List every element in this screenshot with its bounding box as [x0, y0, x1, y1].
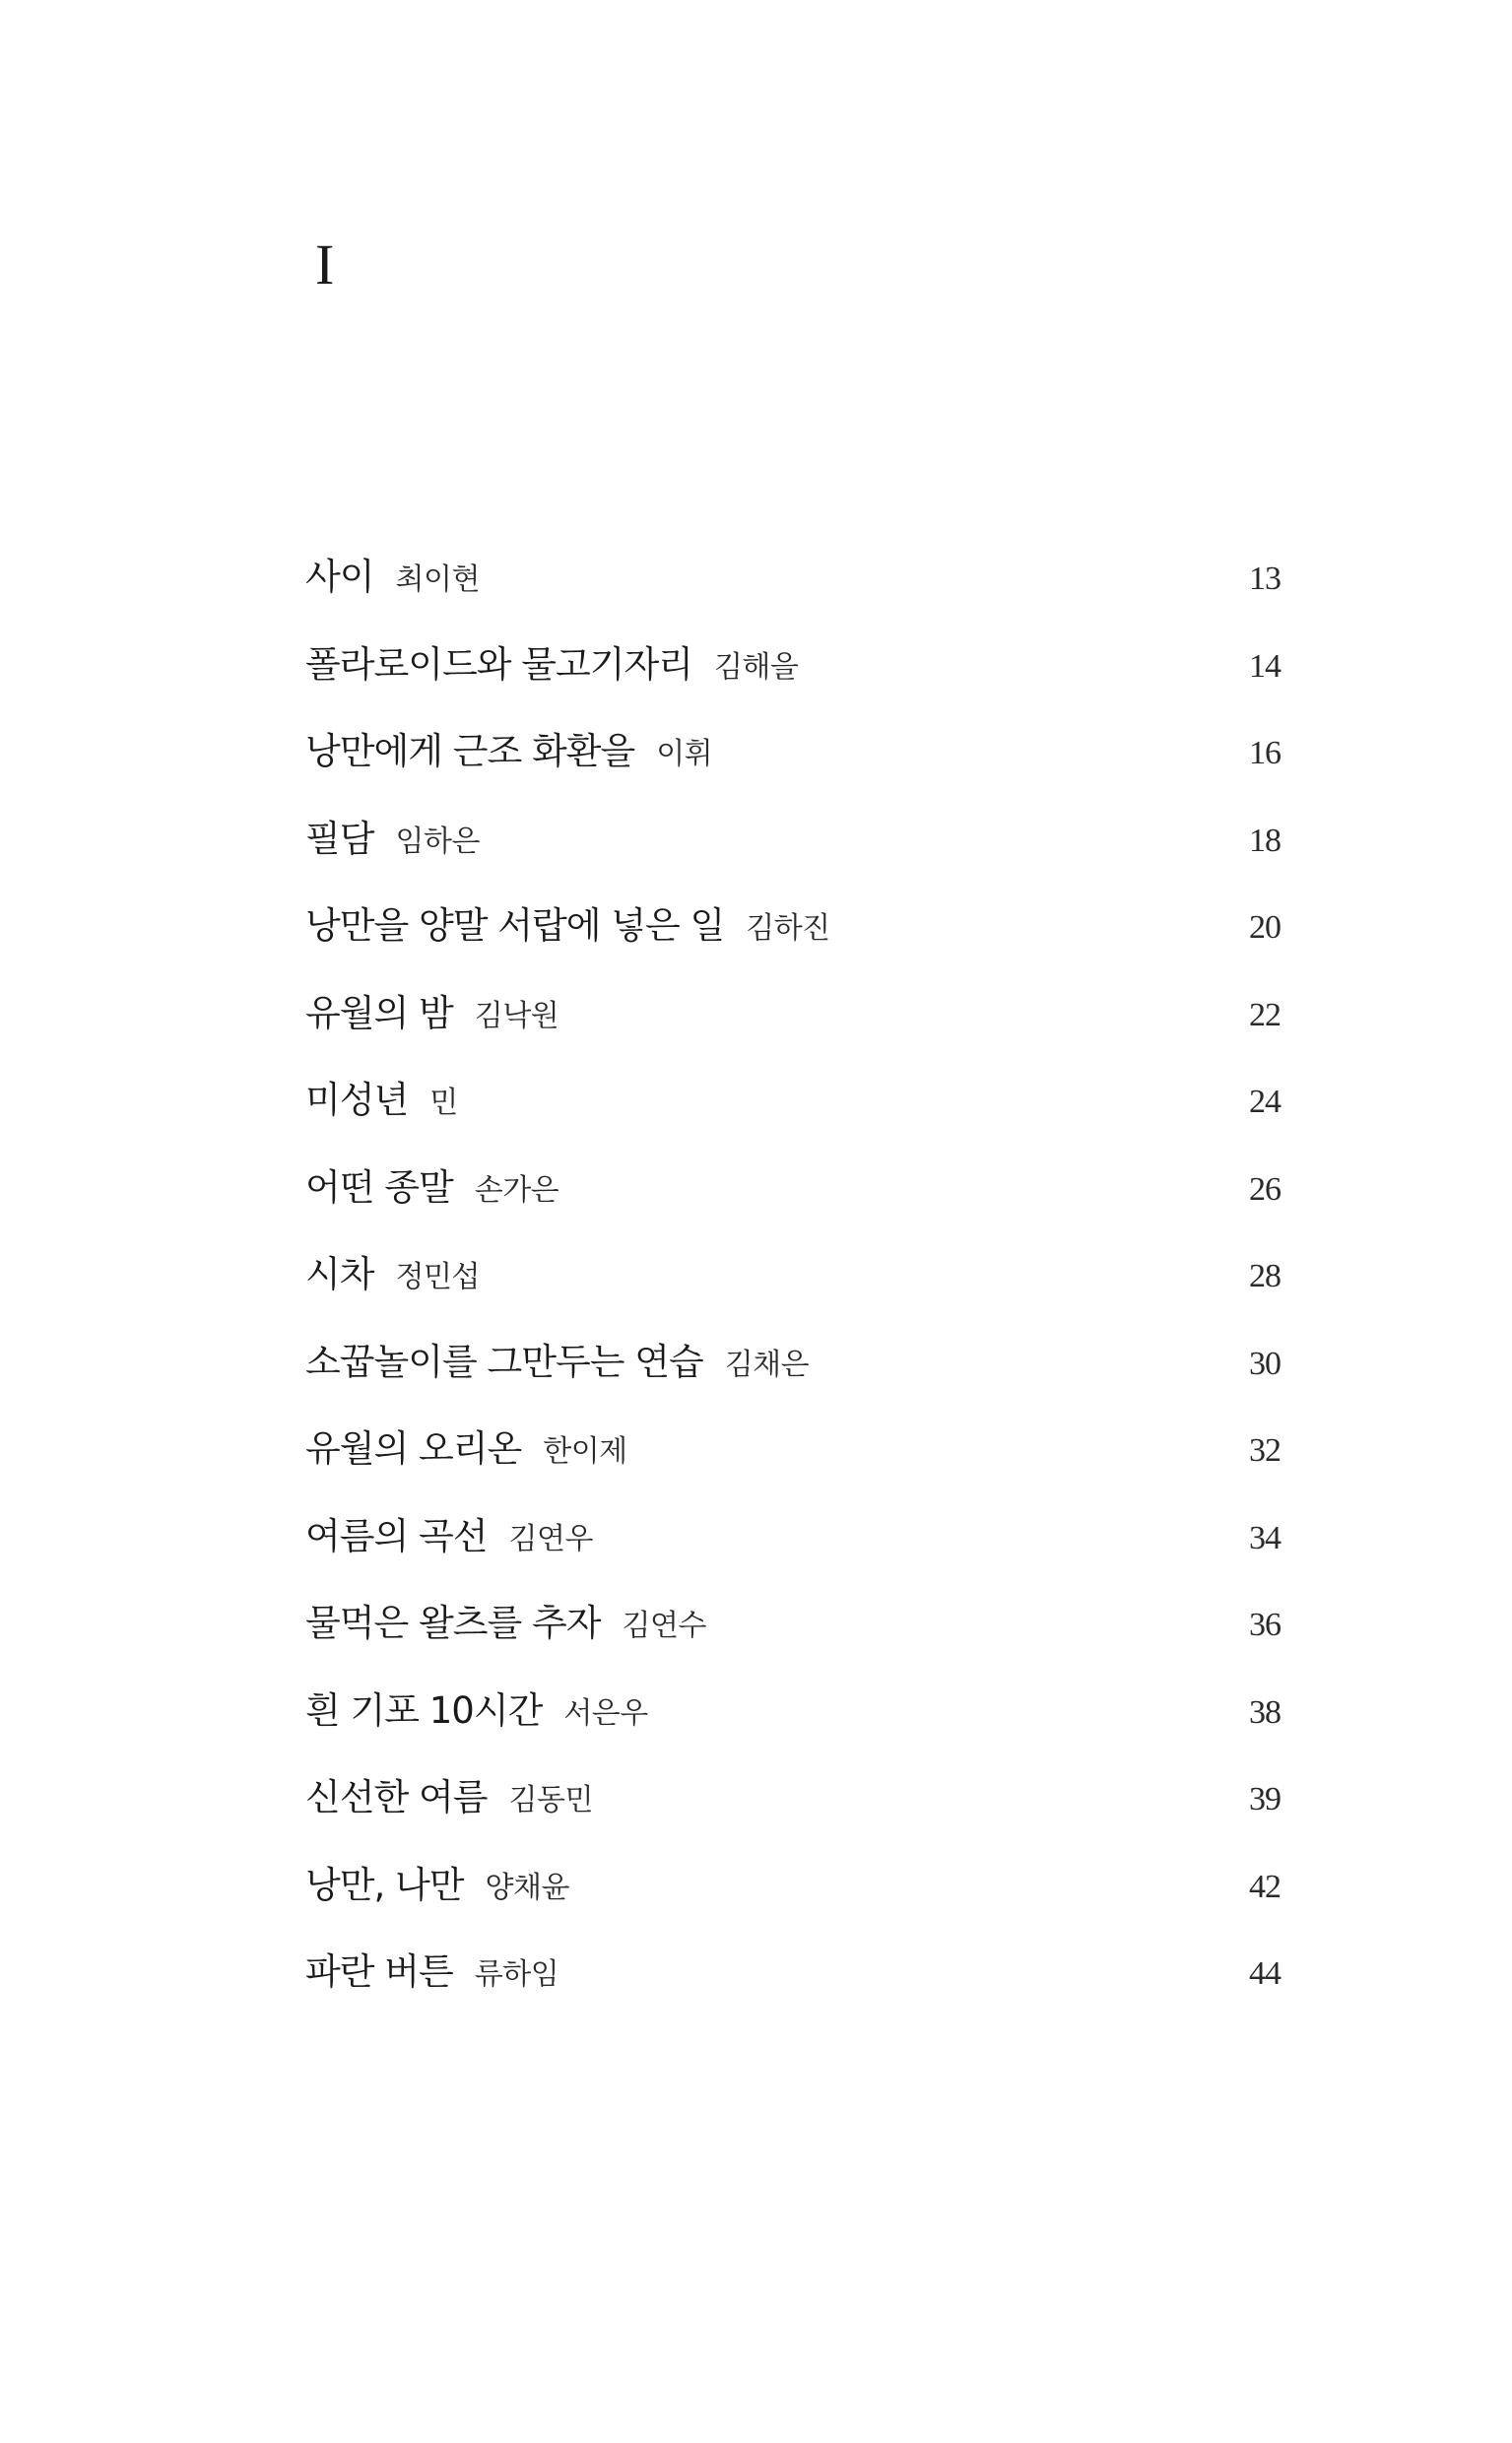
- entry-page-number: 42: [1249, 1868, 1281, 1905]
- entry-author: 김연우: [508, 1521, 593, 1556]
- entry-page-number: 26: [1249, 1170, 1281, 1208]
- entry-author: 이휘: [656, 737, 713, 771]
- entry-author: 서은우: [563, 1695, 648, 1731]
- entry-page-number: 16: [1249, 735, 1281, 771]
- entry-page-number: 34: [1249, 1519, 1281, 1556]
- entry-author: 정민섭: [395, 1260, 480, 1294]
- entry-page-number: 18: [1249, 822, 1281, 859]
- entry-title: 필담: [305, 817, 374, 860]
- entry-title: 흰 기포 10시간: [305, 1688, 543, 1732]
- entry-author: 김동민: [508, 1783, 593, 1817]
- entry-page-number: 39: [1249, 1781, 1281, 1817]
- toc-entry[interactable]: [305, 721, 1281, 809]
- toc-entry[interactable]: [305, 1593, 1281, 1681]
- entry-title: 폴라로이드와 물고기자리: [305, 642, 692, 686]
- entry-title: 어떤 종말: [305, 1165, 453, 1209]
- entry-title: 유월의 밤: [305, 991, 453, 1034]
- section-numeral: I: [315, 232, 335, 297]
- toc-entry[interactable]: [305, 809, 1281, 896]
- entry-author: 임하은: [395, 824, 480, 859]
- toc-entry[interactable]: [305, 547, 1281, 634]
- toc-entry[interactable]: [305, 983, 1281, 1071]
- entry-author: 김해을: [713, 649, 799, 685]
- entry-author: 김낙원: [474, 998, 559, 1033]
- entry-title: 사이: [305, 556, 374, 598]
- toc-entry[interactable]: [305, 1855, 1281, 1943]
- entry-author: 손가은: [474, 1172, 559, 1208]
- entry-page-number: 14: [1249, 647, 1281, 685]
- entry-title: 낭만을 양말 서랍에 넣은 일: [305, 904, 725, 947]
- entry-title: 유월의 오리온: [305, 1427, 522, 1470]
- toc-entry[interactable]: [305, 1681, 1281, 1768]
- entry-title: 신선한 여름: [305, 1776, 488, 1818]
- toc-entry[interactable]: [305, 1157, 1281, 1245]
- toc-entry[interactable]: [305, 1506, 1281, 1594]
- entry-author: 김연수: [622, 1609, 706, 1643]
- entry-page-number: 36: [1249, 1607, 1281, 1643]
- toc-entry[interactable]: [305, 1070, 1281, 1157]
- entry-title: 시차: [305, 1253, 374, 1295]
- entry-author: 김채은: [724, 1347, 810, 1382]
- toc-entry[interactable]: [305, 895, 1281, 983]
- entry-author: 류하임: [474, 1957, 559, 1992]
- entry-author: 최이현: [395, 562, 480, 597]
- toc-entry[interactable]: [305, 1244, 1281, 1332]
- entry-title: 물먹은 왈츠를 추자: [305, 1602, 601, 1644]
- toc-entry[interactable]: [305, 634, 1281, 722]
- entry-page-number: 13: [1249, 561, 1281, 597]
- toc-entry[interactable]: [305, 1767, 1281, 1855]
- entry-author: 한이제: [543, 1434, 627, 1469]
- entry-page-number: 22: [1249, 996, 1281, 1033]
- entry-title: 낭만에게 근조 화환을: [305, 730, 635, 772]
- entry-page-number: 20: [1249, 909, 1281, 946]
- entry-page-number: 38: [1249, 1693, 1281, 1731]
- entry-page-number: 32: [1249, 1432, 1281, 1469]
- entry-page-number: 24: [1249, 1084, 1281, 1120]
- toc-entry[interactable]: [305, 1332, 1281, 1420]
- entry-title: 낭만, 나만: [305, 1863, 464, 1906]
- toc-entry[interactable]: [305, 1942, 1281, 2029]
- entry-title: 파란 버튼: [305, 1950, 453, 1993]
- entry-author: 양채윤: [485, 1870, 569, 1905]
- entry-title: 소꿉놀이를 그만두는 연습: [305, 1340, 703, 1383]
- toc-entry[interactable]: [305, 1419, 1281, 1506]
- entry-author: 김하진: [746, 911, 830, 946]
- entry-title: 여름의 곡선: [305, 1514, 488, 1557]
- entry-page-number: 44: [1249, 1955, 1281, 1992]
- entry-page-number: 30: [1249, 1345, 1281, 1382]
- entry-page-number: 28: [1249, 1258, 1281, 1294]
- entry-title: 미성년: [305, 1079, 409, 1121]
- table-of-contents: [305, 547, 1281, 2029]
- entry-author: 민: [429, 1086, 458, 1120]
